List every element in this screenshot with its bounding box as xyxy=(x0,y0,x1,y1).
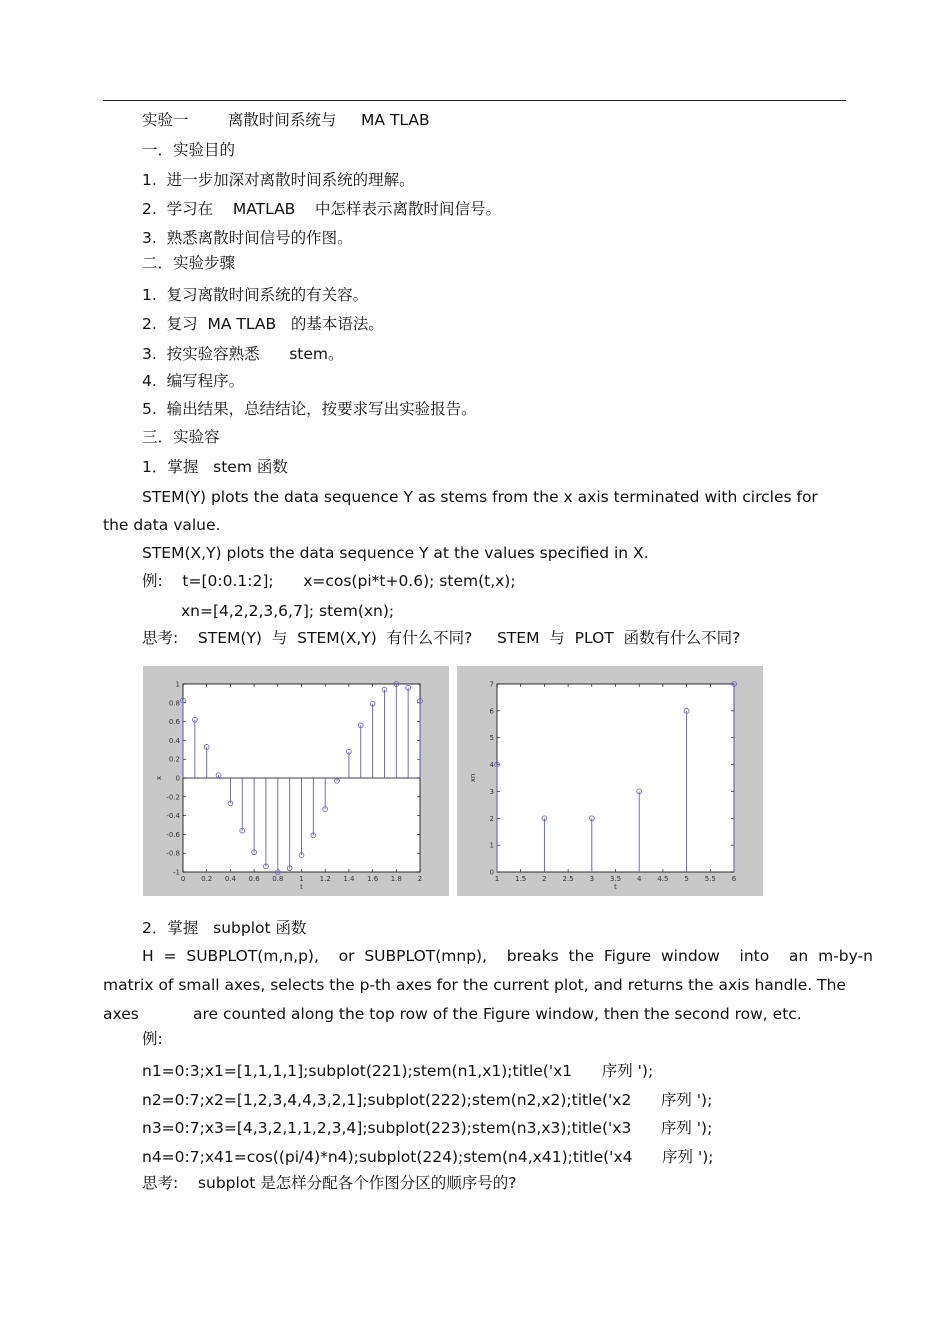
y-tick-label: 1 xyxy=(175,680,180,689)
paragraph: 3. 熟悉离散时间信号的作图。 xyxy=(142,229,353,247)
x-tick-label: 2.5 xyxy=(562,875,574,883)
paragraph: 2．掌握 subplot 函数 xyxy=(142,919,307,937)
x-axis-label: t xyxy=(614,883,617,891)
question: 思考: STEM(Y) 与 STEM(X,Y) 有什么不同? STEM 与 PLOT 函数有什么不同? xyxy=(142,629,741,647)
paragraph: axes are counted along the top row of the Figure window, then the second row, etc. xyxy=(103,1005,802,1023)
code-line: n3=0:7;x3=[4,3,2,1,1,2,3,4];subplot(223);stem(n3,x3);title('x3 序列 '); xyxy=(142,1119,713,1137)
y-tick-label: 6 xyxy=(489,707,494,716)
y-tick-label: 4 xyxy=(489,761,494,770)
section-heading-3: 三．实验容 xyxy=(142,428,220,446)
y-tick-label: 3 xyxy=(489,787,494,796)
x-tick-label: 1.2 xyxy=(319,875,331,883)
x-tick-label: 6 xyxy=(731,875,737,883)
figure-stem-cos xyxy=(143,666,449,896)
x-tick-label: 0 xyxy=(180,875,186,883)
code-line: n1=0:3;x1=[1,1,1,1];subplot(221);stem(n1,x1);title('x1 序列 '); xyxy=(142,1062,654,1080)
x-tick-label: 1 xyxy=(299,875,304,883)
figure-stem-xn xyxy=(457,666,763,896)
x-tick-label: 3 xyxy=(589,875,595,883)
paragraph: 4. 编写程序。 xyxy=(142,372,245,390)
x-tick-label: 5 xyxy=(684,875,689,883)
x-tick-label: 0.2 xyxy=(201,875,213,883)
example-label: 例: xyxy=(142,1030,163,1048)
y-tick-label: 0 xyxy=(175,774,180,783)
paragraph: STEM(Y) plots the data sequence Y as stems from the x axis terminated with circles for xyxy=(142,488,818,506)
paragraph: 1．掌握 stem 函数 xyxy=(142,458,288,476)
paragraph: 2. 学习在 MATLAB 中怎样表示离散时间信号。 xyxy=(142,200,502,218)
y-tick-label: 1 xyxy=(489,841,494,850)
section-heading-2: 二．实验步骤 xyxy=(142,254,236,272)
y-axis-label: x xyxy=(155,775,163,781)
x-tick-label: 1.5 xyxy=(515,875,527,883)
x-tick-label: 4 xyxy=(636,875,642,883)
y-tick-label: 0.2 xyxy=(168,755,180,764)
code-example: 例: t=[0:0.1:2]; x=cos(pi*t+0.6); stem(t,x); xyxy=(142,572,516,590)
y-tick-label: 0.8 xyxy=(168,699,180,708)
paragraph: the data value. xyxy=(103,516,221,534)
code-line: n4=0:7;x41=cos((pi/4)*n4);subplot(224);stem(n4,x41);title('x4 序列 '); xyxy=(142,1148,714,1166)
y-axis-label: xn xyxy=(469,773,477,783)
x-tick-label: 1.8 xyxy=(390,875,402,883)
x-tick-label: 1 xyxy=(494,875,500,883)
x-tick-label: 1.6 xyxy=(367,875,379,883)
x-tick-label: 0.8 xyxy=(272,875,284,883)
y-tick-label: 7 xyxy=(489,680,494,689)
x-tick-label: 0.6 xyxy=(248,875,260,883)
x-tick-label: 0.4 xyxy=(224,875,236,883)
paragraph: 1. 进一步加深对离散时间系统的理解。 xyxy=(142,171,415,189)
x-tick-label: 2 xyxy=(542,875,547,883)
y-tick-label: 0.6 xyxy=(168,718,180,727)
y-tick-label: 2 xyxy=(489,814,494,823)
code-example: xn=[4,2,2,3,6,7]; stem(xn); xyxy=(181,602,395,620)
x-tick-label: 4.5 xyxy=(657,875,669,883)
paragraph: H = SUBPLOT(m,n,p), or SUBPLOT(mnp), breaks the Figure window into an m-by-n xyxy=(142,947,873,965)
paragraph: matrix of small axes, selects the p-th axes for the current plot, and returns the axis handle. The xyxy=(103,976,846,994)
paragraph: 3. 按实验容熟悉 stem。 xyxy=(142,345,344,363)
paragraph: STEM(X,Y) plots the data sequence Y at the values specified in X. xyxy=(142,544,649,562)
code-line: n2=0:7;x2=[1,2,3,4,4,3,2,1];subplot(222);stem(n2,x2);title('x2 序列 '); xyxy=(142,1091,713,1109)
y-tick-label: -0.4 xyxy=(166,812,180,821)
axes-box xyxy=(497,684,734,872)
x-tick-label: 1.4 xyxy=(343,875,355,883)
y-tick-label: 5 xyxy=(489,734,494,743)
stem-chart-xn xyxy=(457,666,763,896)
stem-chart-cos xyxy=(143,666,449,896)
x-tick-label: 5.5 xyxy=(704,875,716,883)
x-axis-label: t xyxy=(300,883,303,891)
y-tick-label: -1 xyxy=(173,868,180,877)
y-tick-label: -0.2 xyxy=(166,793,180,802)
paragraph: 5. 输出结果，总结结论，按要求写出实验报告。 xyxy=(142,400,477,418)
section-heading-1: 一．实验目的 xyxy=(142,141,236,159)
y-tick-label: 0.4 xyxy=(168,736,180,745)
x-tick-label: 2 xyxy=(417,875,423,883)
y-tick-label: -0.8 xyxy=(166,849,180,858)
paragraph: 1. 复习离散时间系统的有关容。 xyxy=(142,286,369,304)
header-rule xyxy=(103,100,846,101)
x-tick-label: 3.5 xyxy=(609,875,622,883)
y-tick-label: 0 xyxy=(489,868,494,877)
y-tick-label: -0.6 xyxy=(166,830,180,839)
question: 思考: subplot 是怎样分配各个作图分区的顺序号的? xyxy=(142,1174,517,1192)
doc-title: 实验一 离散时间系统与 MA TLAB xyxy=(142,111,430,129)
paragraph: 2. 复习 MA TLAB 的基本语法。 xyxy=(142,315,384,333)
